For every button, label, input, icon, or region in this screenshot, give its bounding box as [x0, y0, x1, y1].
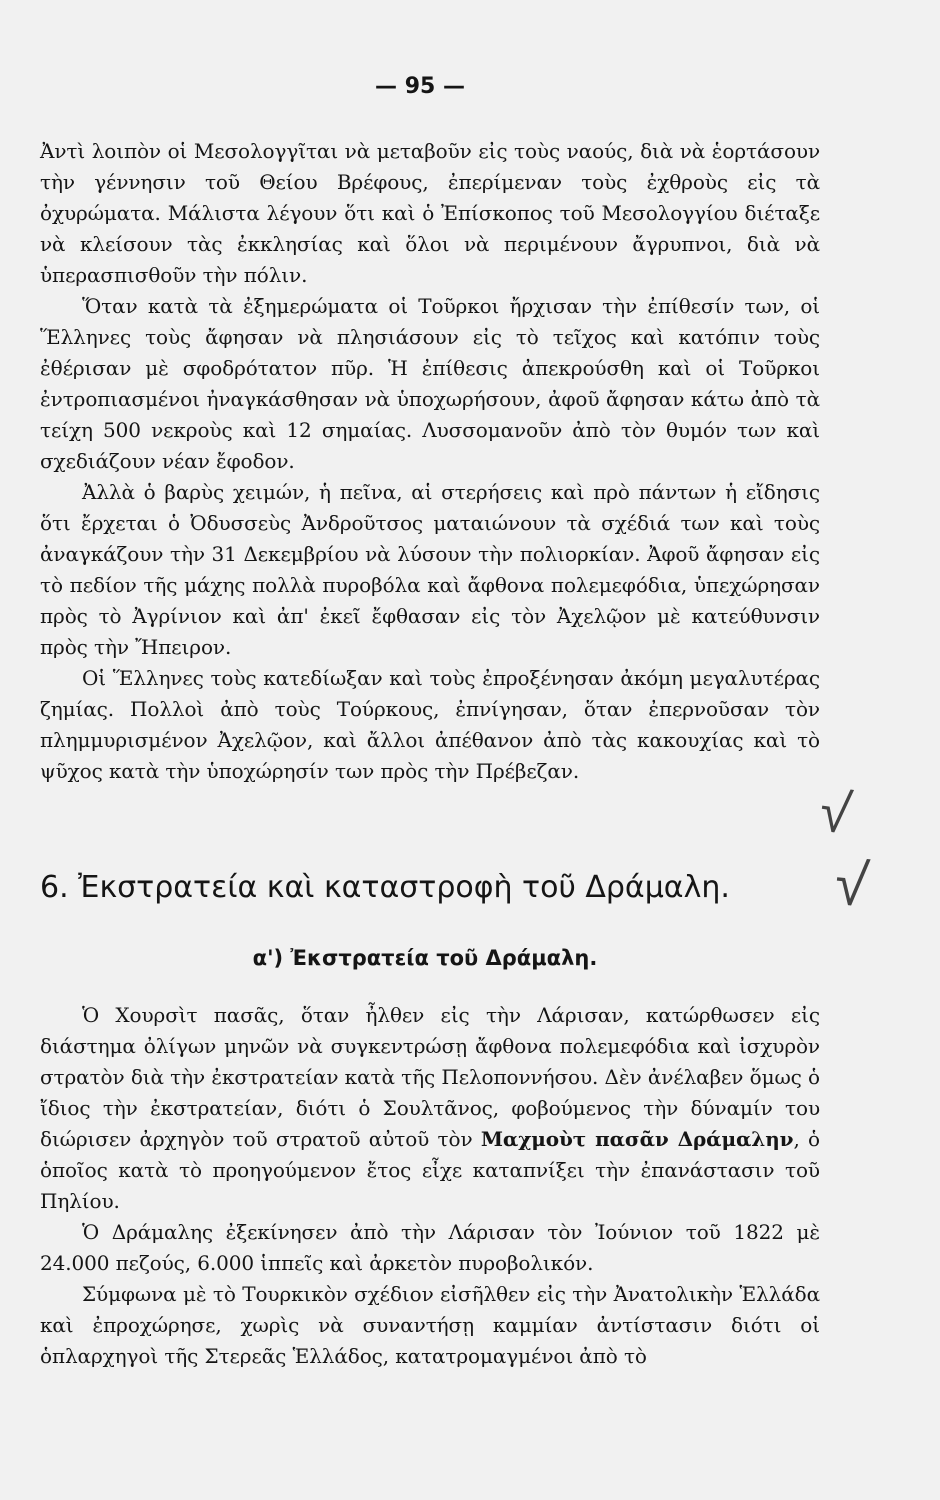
paragraph: Σύμφωνα μὲ τὸ Τουρκικὸν σχέδιον εἰσῆλθεν εἰς τὴν Ἀνατολικὴν Ἑλλάδα καὶ ἐπροχώρησε, χωρὶς νὰ συναντήσῃ καμμίαν ἀντίστασιν διότι οἱ ὁπλαρχηγοὶ τῆς Στερεᾶς Ἑλλάδος, κατατρομαγμένοι ἀπὸ τὸ: [40, 1282, 820, 1368]
paragraph-text: Ὁ Χουρσὶτ πασᾶς, ὅταν ἦλθεν εἰς τὴν Λάρισαν, κατώρθωσεν εἰς διάστημα ὀλίγων μηνῶν νὰ συγκεντρώσῃ ἄφθονα πολεμεφόδια καὶ ἰσχυρὸν στρατὸν διὰ τὴν ἐκστρατείαν κατὰ τῆς Πελοποννήσου. Δὲν ἀνέλαβεν ὅμως ὁ ἴδιος τὴν ἐκστρατείαν, διότι ὁ Σουλτᾶνος, φοβούμενος τὴν δύναμίν του διώρισεν ἀρχηγὸν τοῦ στρατοῦ αὐτοῦ τὸν: [40, 1003, 820, 1151]
paragraph: Ἀλλὰ ὁ βαρὺς χειμών, ἡ πεῖνα, αἱ στερήσεις καὶ πρὸ πάντων ἡ εἴδησις ὅτι ἔρχεται ὁ Ὀδυσσεὺς Ἀνδροῦτσος ματαιώνουν τὰ σχέδιά των καὶ τοὺς ἀναγκάζουν τὴν 31 Δεκεμβρίου νὰ λύσουν τὴν πολιορκίαν. Ἀφοῦ ἄφησαν εἰς τὸ πεδίον τῆς μάχης πολλὰ πυροβόλα καὶ ἄφθονα πολεμεφόδια, ὑπεχώρησαν πρὸς τὸ Ἀγρίνιον καὶ ἀπ' ἐκεῖ ἔφθασαν εἰς τὸν Ἀχελῷον μὲ κατεύθυνσιν πρὸς τὴν Ἤπειρον.: [40, 480, 820, 659]
paragraph: Ὅταν κατὰ τὰ ἐξημερώματα οἱ Τοῦρκοι ἤρχισαν τὴν ἐπίθεσίν των, οἱ Ἕλληνες τοὺς ἄφησαν νὰ πλησιάσουν εἰς τὸ τεῖχος καὶ κατόπιν τοὺς ἐθέρισαν μὲ σφοδρότατον πῦρ. Ἡ ἐπίθεσις ἀπεκρούσθη καὶ οἱ Τοῦρκοι ἐντροπιασμένοι ἠναγκάσθησαν νὰ ὑποχωρήσουν, ἀφοῦ ἄφησαν κάτω ἀπὸ τὰ τείχη 500 νεκροὺς καὶ 12 σημαίας. Λυσσομανοῦν ἀπὸ τὸν θυμόν των καὶ σχεδιάζουν νέαν ἔφοδον.: [40, 294, 820, 473]
handwritten-checkmark: √: [831, 848, 872, 922]
page-number: — 95 —: [375, 74, 465, 99]
paragraph: [40, 1000, 820, 1217]
paragraph: Ἀντὶ λοιπὸν οἱ Μεσολογγῖται νὰ μεταβοῦν εἰς τοὺς ναούς, διὰ νὰ ἑορτάσουν τὴν γέννησιν τοῦ Θείου Βρέφους, ἐπερίμεναν τοὺς ἐχθροὺς εἰς τὰ ὀχυρώματα. Μάλιστα λέγουν ὅτι καὶ ὁ Ἐπίσκοπος τοῦ Μεσολογγίου διέταξε νὰ κλείσουν τὰς ἐκκλησίας καὶ ὅλοι νὰ περιμένουν ἄγρυπνοι, διὰ νὰ ὑπερασπισθοῦν τὴν πόλιν.: [40, 139, 820, 287]
text-block-mesolonghi: [40, 136, 820, 787]
text-block-dramalis: [40, 1000, 820, 1372]
paragraph: Ὁ Δράμαλης ἐξεκίνησεν ἀπὸ τὴν Λάρισαν τὸν Ἰούνιον τοῦ 1822 μὲ 24.000 πεζούς, 6.000 ἱππεῖς καὶ ἀρκετὸν πυροβολικόν.: [40, 1220, 820, 1275]
paragraph: Οἱ Ἕλληνες τοὺς κατεδίωξαν καὶ τοὺς ἐπροξένησαν ἀκόμη μεγαλυτέρας ζημίας. Πολλοὶ ἀπὸ τοὺς Τούρκους, ἐπνίγησαν, ὅταν ἐπερνοῦσαν τὸν πλημμυρισμένον Ἀχελῷον, καὶ ἄλλοι ἀπέθανον ἀπὸ τὰς κακουχίας καὶ τὸ ψῦχος κατὰ τὴν ὑποχώρησίν των πρὸς τὴν Πρέβεζαν.: [40, 666, 820, 783]
bold-name: Μαχμοὺτ πασᾶν Δράμαλην: [480, 1127, 794, 1151]
handwritten-checkmark: √: [815, 779, 856, 848]
subsection-heading: α') Ἐκστρατεία τοῦ Δράμαλη.: [252, 946, 598, 970]
section-heading: 6. Ἐκστρατεία καὶ καταστροφὴ τοῦ Δράμαλη.: [40, 870, 730, 905]
paragraph-text: , ὁ ὁποῖος κατὰ τὸ προηγούμενον ἔτος εἶχε καταπνίξει τὴν ἐπανάστασιν τοῦ Πηλίου.: [40, 1127, 820, 1213]
